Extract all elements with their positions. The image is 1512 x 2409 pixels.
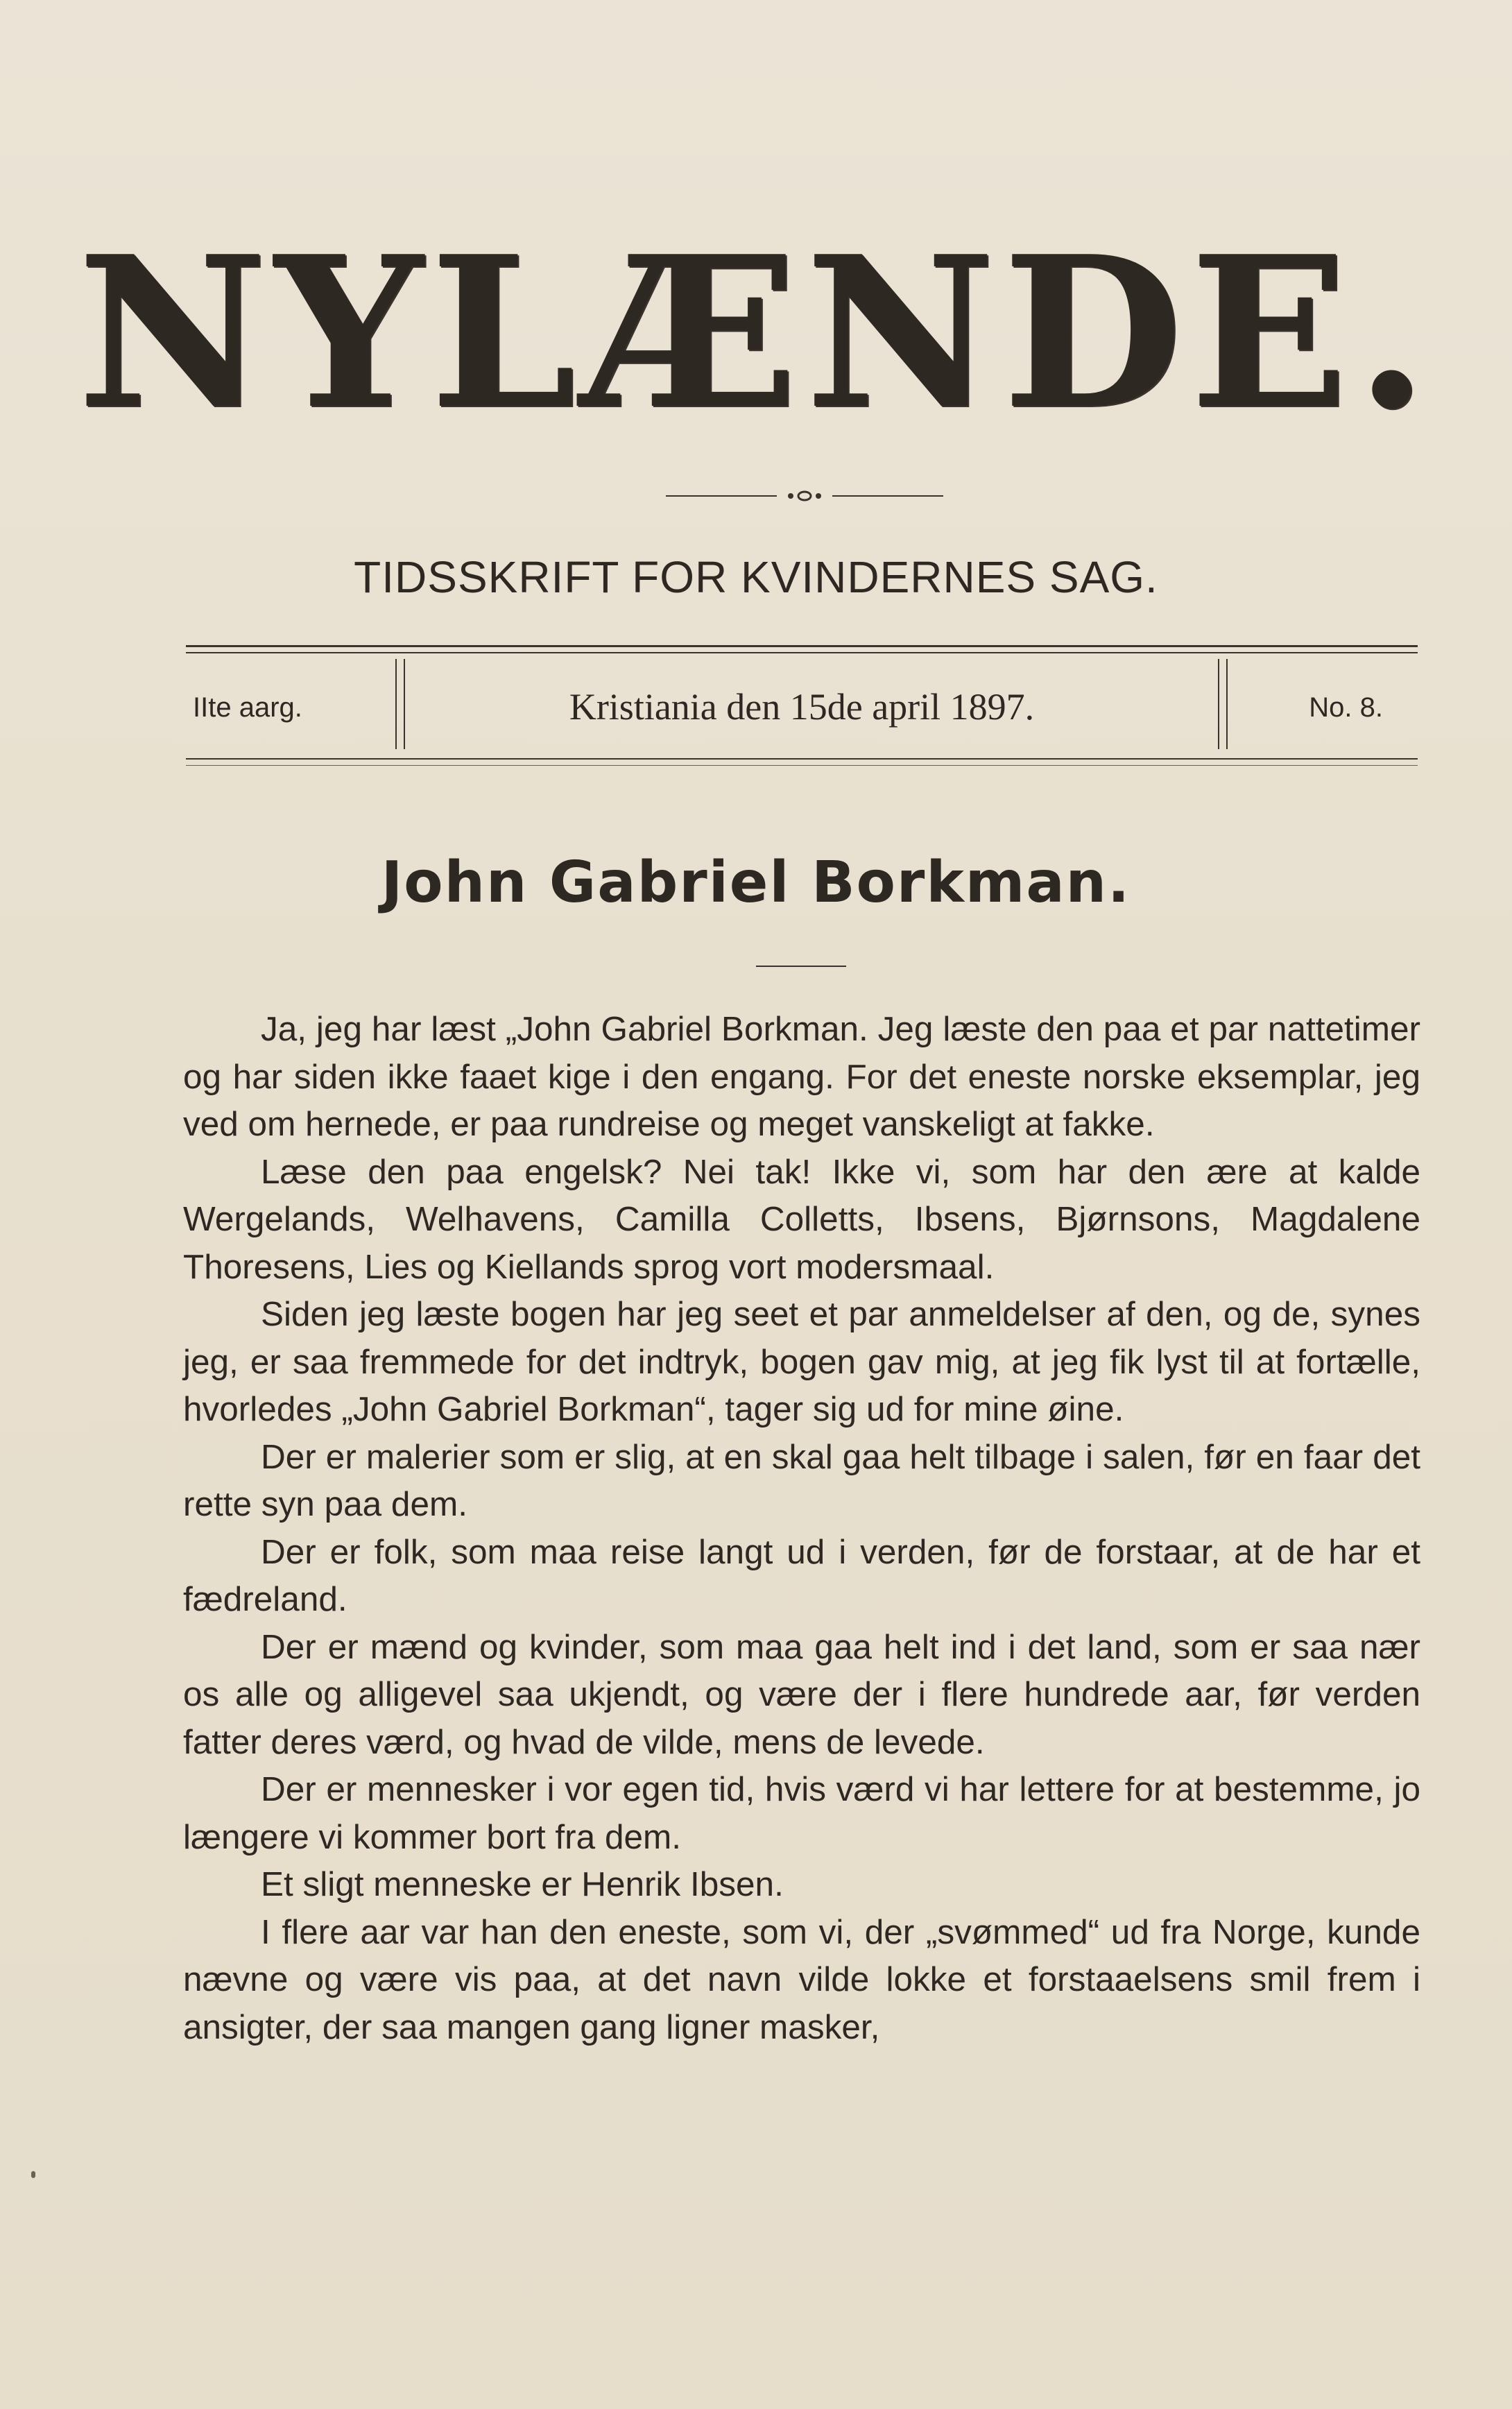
- article-body: [183, 1006, 1420, 2051]
- ornament-divider: [666, 489, 943, 503]
- title-rule: [756, 966, 846, 967]
- rule: [186, 765, 1418, 766]
- issue-number: No. 8.: [1309, 692, 1383, 723]
- column-divider: [1218, 659, 1228, 749]
- paragraph: Siden jeg læste bogen har jeg seet et par anmeldelser af den, og de, synes jeg, er saa fremmede for det indtryk, bogen gav mig, at jeg fik lyst til at fortælle, hvorledes „John Gabriel Borkman“, tager sig ud for mine øine.: [183, 1295, 1420, 1428]
- paragraph: Læse den paa engelsk? Nei tak! Ikke vi, som har den ære at kalde Wergelands, Welhavens, Camilla Colletts, Ibsens, Bjørnsons, Magdalene Thoresens, Lies og Kiellands sprog vort modersmaal.: [183, 1152, 1420, 1286]
- volume-label: IIte aarg.: [193, 692, 302, 723]
- paragraph: Der er folk, som maa reise langt ud i verden, før de forstaar, at de har et fædreland.: [183, 1532, 1420, 1618]
- masthead-subtitle: TIDSSKRIFT FOR KVINDERNES SAG.: [354, 552, 1158, 602]
- rule: [186, 645, 1418, 647]
- paragraph: Et sligt menneske er Henrik Ibsen.: [261, 1865, 784, 1903]
- paragraph: Ja, jeg har læst „John Gabriel Borkman. Jeg læste den paa et par nattetimer og har siden ikke faaet kige i den engang. For det eneste norske eksemplar, jeg ved om hernede, er paa rundreise og meget vanskeligt at fakke.: [183, 1010, 1420, 1143]
- paragraph: Der er mænd og kvinder, som maa gaa helt ind i det land, som er saa nær os alle og alligevel saa ukjendt, og være der i flere hundrede aar, før verden fatter deres værd, og hvad de vilde, mens de levede.: [183, 1627, 1420, 1761]
- masthead-title: NYLÆNDE.: [77, 210, 1435, 455]
- rule: [186, 758, 1418, 760]
- paragraph: I flere aar var han den eneste, som vi, der „svømmed“ ud fra Norge, kunde nævne og være vis paa, at det navn vilde lokke et forstaaelsens smil frem i ansigter, der saa mangen gang ligner masker,: [183, 1912, 1420, 2046]
- paragraph: Der er malerier som er slig, at en skal gaa helt tilbage i salen, før en faar det rette syn paa dem.: [183, 1437, 1420, 1523]
- paper-speck: [31, 2171, 35, 2178]
- rule: [186, 652, 1418, 653]
- paragraph: Der er mennesker i vor egen tid, hvis værd vi har lettere for at bestemme, jo længere vi kommer bort fra dem.: [183, 1770, 1420, 1856]
- place-date: Kristiania den 15de april 1897.: [569, 686, 1035, 728]
- article-title: John Gabriel Borkman.: [381, 850, 1131, 916]
- issue-info-bar: [186, 645, 1418, 760]
